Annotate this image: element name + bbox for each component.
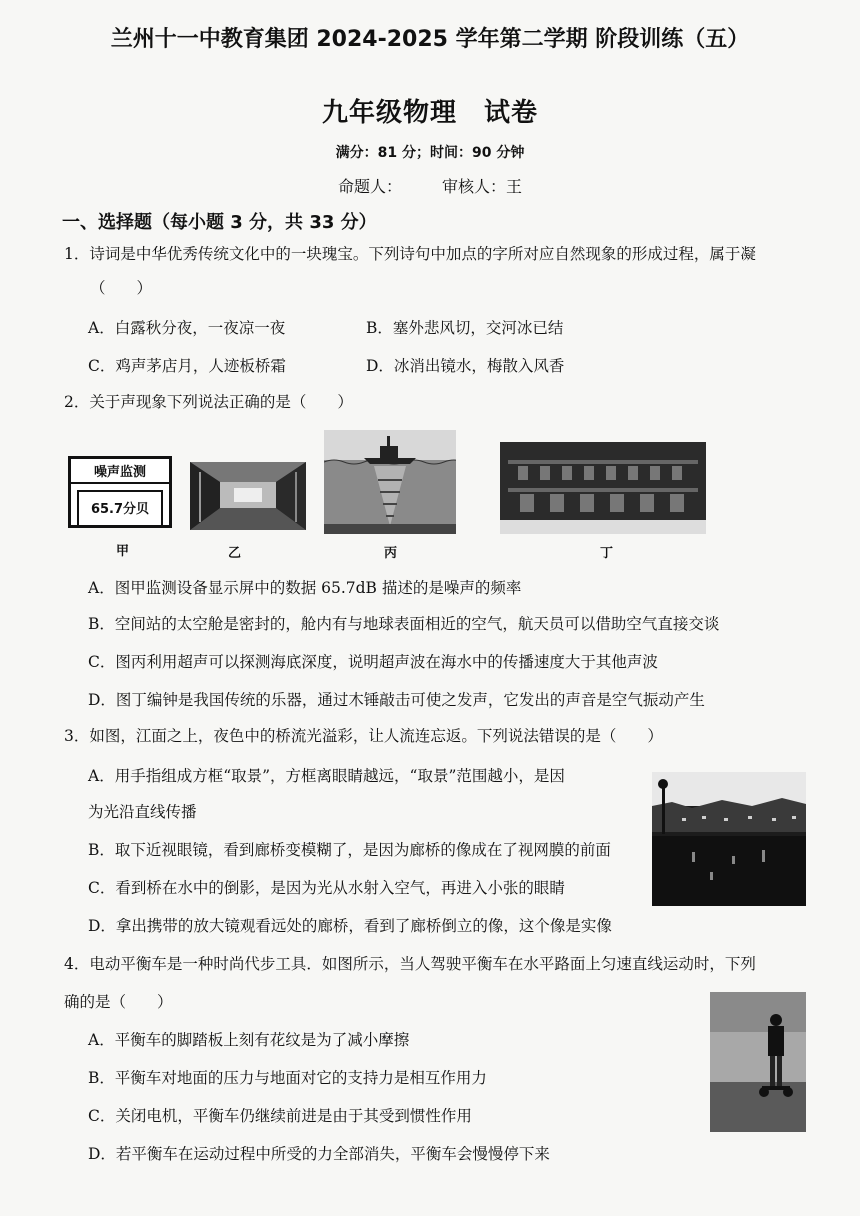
q4-option-c: C．关闭电机，平衡车仍继续前进是由于其受到惯性作用	[88, 1107, 472, 1125]
q4-stem-cont: 确的是（ ）	[64, 993, 173, 1011]
q4-stem: 4．电动平衡车是一种时尚代步工具．如图所示，当人驾驶平衡车在水平路面上匀速直线运动时，下列	[64, 955, 756, 973]
monitor-value: 65.7分贝	[77, 490, 163, 528]
q1-option-a: A．白露秋分夜，一夜凉一夜	[88, 319, 286, 337]
figure-caption-bing: 丙	[384, 546, 398, 561]
noise-monitor-figure	[68, 456, 172, 528]
q3-stem: 3．如图，江面之上，夜色中的桥流光溢彩，让人流连忘返。下列说法错误的是（ ）	[64, 727, 663, 745]
score-time: 满分：81 分；时间：90 分钟	[335, 145, 525, 161]
monitor-title: 噪声监测	[71, 459, 169, 484]
q1-option-c: C．鸡声茅店月，人迹板桥霜	[88, 357, 286, 375]
space-cabin-figure	[190, 462, 306, 530]
q2-option-c: C．图丙利用超声可以探测海底深度，说明超声波在海水中的传播速度大于其他声波	[88, 653, 658, 671]
q2-option-a: A．图甲监测设备显示屏中的数据 65.7dB 描述的是噪声的频率	[88, 579, 522, 597]
school-title: 兰州十一中教育集团 2024-2025 学年第二学期 阶段训练（五）	[110, 27, 750, 52]
q2-stem: 2．关于声现象下列说法正确的是（ ）	[64, 393, 353, 411]
q3-option-a-cont: 为光沿直线传播	[88, 803, 197, 821]
bianzhong-figure	[500, 442, 706, 534]
q3-option-c: C．看到桥在水中的倒影，是因为光从水射入空气，再进入小张的眼睛	[88, 879, 565, 897]
q3-option-b: B．取下近视眼镜，看到廊桥变模糊了，是因为廊桥的像成在了视网膜的前面	[88, 841, 611, 859]
paper-title: 九年级物理 试卷	[321, 98, 538, 128]
q4-option-a: A．平衡车的脚踏板上刻有花纹是为了减小摩擦	[88, 1031, 410, 1049]
q2-option-b: B．空间站的太空舱是密封的，舱内有与地球表面相近的空气，航天员可以借助空气直接交谈	[88, 615, 720, 633]
balance-scooter-figure	[710, 992, 806, 1132]
q3-option-a: A．用手指组成方框“取景”，方框离眼睛越远，“取景”范围越小，是因	[88, 767, 565, 785]
q1-blank: （ ）	[90, 279, 153, 297]
figure-caption-ding: 丁	[600, 546, 614, 561]
figure-caption-yi: 乙	[228, 546, 242, 561]
q4-option-b: B．平衡车对地面的压力与地面对它的支持力是相互作用力	[88, 1069, 487, 1087]
ship-sonar-figure	[324, 430, 456, 534]
night-bridge-figure	[652, 772, 806, 906]
figure-caption-jia: 甲	[116, 544, 130, 559]
q1-option-d: D．冰消出镜水，梅散入风香	[366, 357, 565, 375]
q1-option-b: B．塞外悲风切，交河冰已结	[366, 319, 564, 337]
section-title: 一、选择题（每小题 3 分，共 33 分）	[62, 212, 377, 233]
q3-option-d: D．拿出携带的放大镜观看远处的廊桥，看到了廊桥倒立的像，这个像是实像	[88, 917, 612, 935]
proposer-line: 命题人： 审核人：王	[337, 177, 522, 196]
q1-stem: 1．诗词是中华优秀传统文化中的一块瑰宝。下列诗句中加点的字所对应自然现象的形成过程，属于凝	[64, 245, 756, 263]
q4-option-d: D．若平衡车在运动过程中所受的力全部消失，平衡车会慢慢停下来	[88, 1145, 550, 1163]
q2-option-d: D．图丁编钟是我国传统的乐器，通过木锤敲击可使之发声，它发出的声音是空气振动产生	[88, 691, 705, 709]
